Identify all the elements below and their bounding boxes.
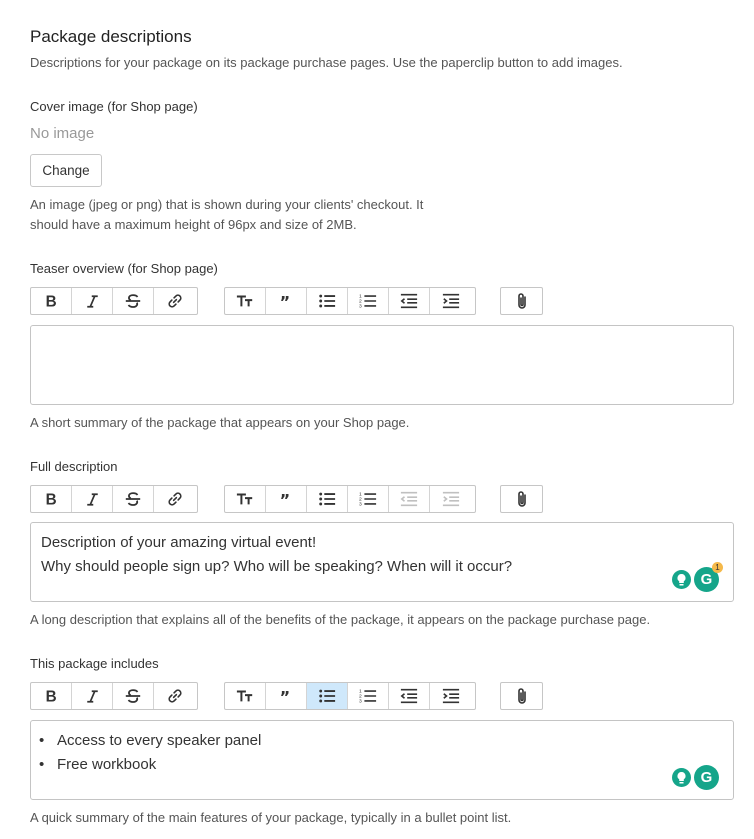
editor-line: Why should people sign up? Who will be speaking? When will it occur? [41, 558, 513, 575]
increase-indent-icon [440, 490, 462, 508]
quote-button[interactable] [266, 683, 307, 709]
numbered-list-button[interactable] [348, 288, 389, 314]
bullet-list [31, 729, 733, 777]
teaser-help: A short summary of the package that appears on your Shop page. [30, 415, 410, 430]
attach-icon [512, 489, 532, 509]
decrease-indent-icon [398, 490, 420, 508]
strikethrough-icon [124, 292, 142, 310]
section-title: Package descriptions [30, 27, 192, 46]
lightbulb-icon[interactable] [672, 768, 691, 787]
editor-line: Description of your amazing virtual event! [41, 534, 317, 551]
cover-image-label: Cover image (for Shop page) [30, 99, 198, 114]
section-subtitle: Descriptions for your package on its package purchase pages. Use the paperclip button to add images. [30, 55, 623, 70]
attach-group [500, 287, 543, 315]
full-description-label: Full description [30, 459, 118, 474]
attach-icon [512, 686, 532, 706]
increase-indent-icon [440, 292, 462, 310]
link-button[interactable] [154, 683, 195, 709]
link-icon [166, 687, 184, 705]
quote-icon [278, 293, 294, 309]
heading-button[interactable] [225, 486, 266, 512]
includes-label: This package includes [30, 656, 159, 671]
decrease-indent-icon [398, 687, 420, 705]
lightbulb-icon[interactable] [672, 570, 691, 589]
bullet-list-icon [317, 687, 337, 705]
attach-group [500, 682, 543, 710]
italic-button[interactable] [72, 486, 113, 512]
numbered-list-icon [358, 292, 378, 310]
italic-icon [85, 492, 100, 507]
bold-button[interactable] [31, 288, 72, 314]
block-group [224, 287, 476, 315]
strikethrough-button[interactable] [113, 683, 154, 709]
block-group [224, 682, 476, 710]
bullet-list-button[interactable] [307, 288, 348, 314]
link-icon [166, 292, 184, 310]
increase-indent-button[interactable] [430, 683, 471, 709]
includes-help: A quick summary of the main features of your package, typically in a bullet point list. [30, 810, 512, 825]
italic-button[interactable] [72, 288, 113, 314]
decrease-indent-icon [398, 292, 420, 310]
heading-icon [235, 292, 255, 310]
bold-button[interactable] [31, 683, 72, 709]
strikethrough-button[interactable] [113, 486, 154, 512]
numbered-list-button[interactable] [348, 486, 389, 512]
strikethrough-icon [124, 490, 142, 508]
increase-indent-button[interactable] [430, 288, 471, 314]
grammarly-icon[interactable]: G [694, 765, 719, 790]
format-group [30, 287, 198, 315]
grammarly-icon[interactable]: G 1 [694, 567, 719, 592]
cover-help-line1: An image (jpeg or png) that is shown during your clients' checkout. It [30, 197, 424, 212]
decrease-indent-button[interactable] [389, 288, 430, 314]
italic-icon [85, 294, 100, 309]
attach-button[interactable] [501, 288, 542, 314]
list-item: • Free workbook [57, 753, 733, 777]
format-group [30, 682, 198, 710]
teaser-editor[interactable] [30, 325, 734, 405]
quote-button[interactable] [266, 486, 307, 512]
grammarly-count-badge: 1 [712, 562, 723, 573]
numbered-list-button[interactable] [348, 683, 389, 709]
link-button[interactable] [154, 288, 195, 314]
bold-icon [42, 292, 60, 310]
list-item: • Access to every speaker panel [57, 729, 733, 753]
bullet-list-icon [317, 292, 337, 310]
bold-icon [42, 490, 60, 508]
link-button[interactable] [154, 486, 195, 512]
attach-button[interactable] [501, 683, 542, 709]
teaser-label: Teaser overview (for Shop page) [30, 261, 218, 276]
decrease-indent-button[interactable] [389, 486, 430, 512]
increase-indent-button[interactable] [430, 486, 471, 512]
bullet-list-button[interactable] [307, 683, 348, 709]
heading-button[interactable] [225, 683, 266, 709]
increase-indent-icon [440, 687, 462, 705]
quote-icon [278, 688, 294, 704]
quote-icon [278, 491, 294, 507]
includes-editor[interactable] [30, 720, 734, 800]
block-group [224, 485, 476, 513]
quote-button[interactable] [266, 288, 307, 314]
numbered-list-icon [358, 490, 378, 508]
format-group [30, 485, 198, 513]
heading-icon [235, 687, 255, 705]
grammarly-widget[interactable] [672, 563, 720, 592]
change-image-button[interactable]: Change [30, 154, 102, 187]
bold-button[interactable] [31, 486, 72, 512]
full-description-editor[interactable] [30, 522, 734, 602]
italic-icon [85, 689, 100, 704]
full-description-help: A long description that explains all of the benefits of the package, it appears on the package purchase page. [30, 612, 651, 627]
link-icon [166, 490, 184, 508]
strikethrough-icon [124, 687, 142, 705]
attach-button[interactable] [501, 486, 542, 512]
attach-icon [512, 291, 532, 311]
heading-button[interactable] [225, 288, 266, 314]
no-image-text: No image [30, 125, 95, 142]
numbered-list-icon [358, 687, 378, 705]
decrease-indent-button[interactable] [389, 683, 430, 709]
bullet-list-button[interactable] [307, 486, 348, 512]
bold-icon [42, 687, 60, 705]
attach-group [500, 485, 543, 513]
heading-icon [235, 490, 255, 508]
cover-help-line2: should have a maximum height of 96px and size of 2MB. [30, 217, 357, 232]
grammarly-widget[interactable] [672, 765, 719, 790]
strikethrough-button[interactable] [113, 288, 154, 314]
bullet-list-icon [317, 490, 337, 508]
italic-button[interactable] [72, 683, 113, 709]
